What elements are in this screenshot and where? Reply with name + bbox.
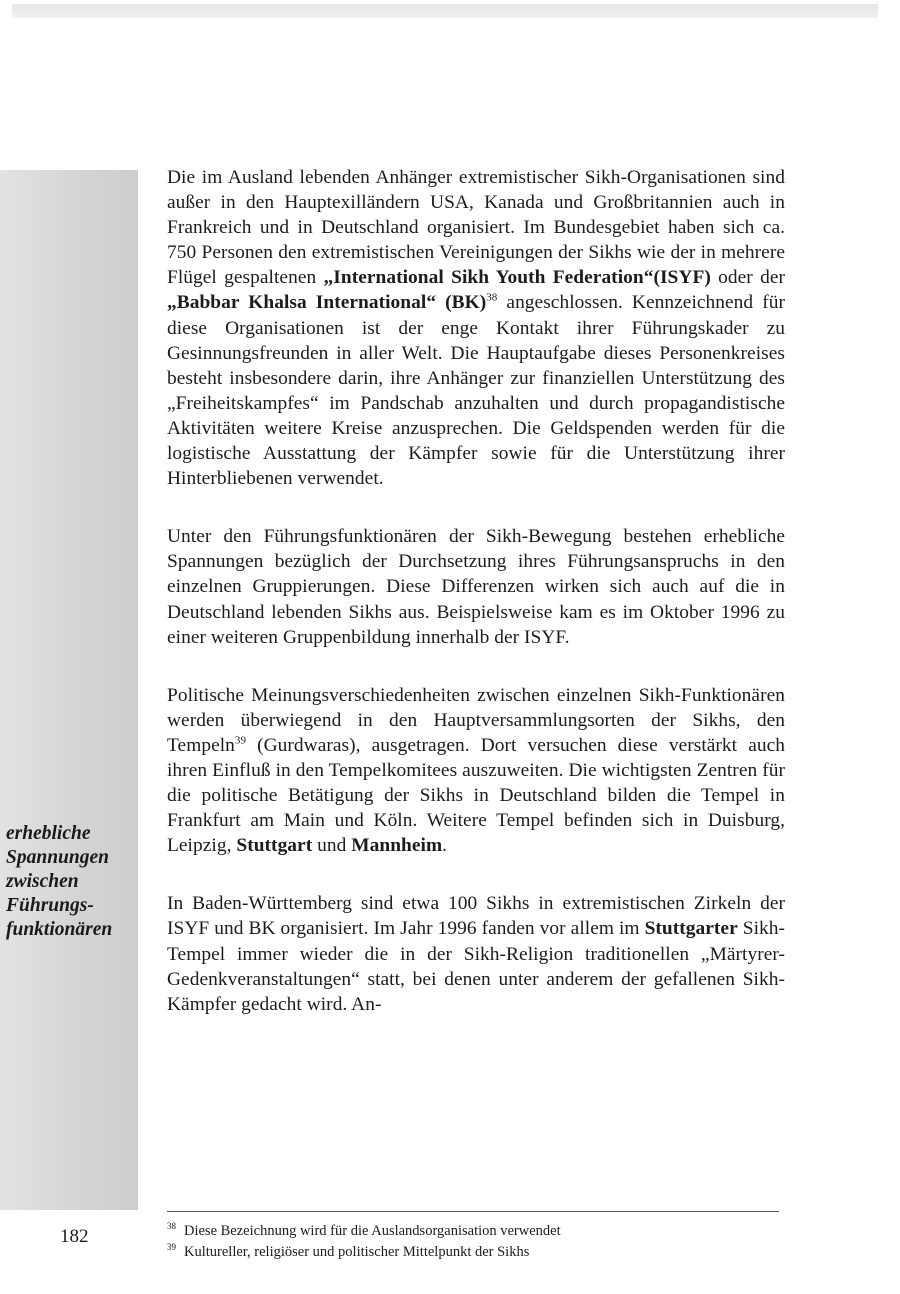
footnote-text: Kultureller, religiöser und politischer Mittelpunkt der Sikhs: [184, 1243, 530, 1260]
footnote-reference: 39: [234, 734, 247, 747]
footnote-reference: 38: [486, 292, 498, 304]
footnote-number: 38: [167, 1221, 176, 1231]
body-paragraph: [167, 165, 785, 491]
text-run: Die im Ausland lebenden Anhänger extremistischer Sikh-Organisationen sind außer in den Hauptexilländern USA, Kanada und Großbritannien auch in Frankreich und in Deutschland organisiert. Im Bundesgebiet haben sich ca. 750 Personen den extremistischen Vereinigungen der Sikhs wie der in mehrere Flügel gespaltenen: [167, 167, 785, 289]
bold-term: Mannheim: [351, 835, 443, 857]
text-run: Politische Meinungsverschiedenheiten zwischen einzelnen Sikh-Funktionären werden überwiegend in den Hauptversammlungsorten der Sikhs, den Tempeln: [167, 684, 785, 756]
sidenote-line: erhebliche: [6, 823, 91, 844]
text-run: Sikh-Tempel immer wieder die in der Sikh-Religion traditionellen „Märtyrer-Gedenkveranstaltungen“ statt, bei denen unter anderem der gefallenen Sikh-Kämpfer gedacht wird. An-: [167, 918, 786, 1015]
sidenote-line: Führungs-: [6, 895, 94, 916]
bold-term: Stuttgart: [236, 835, 313, 857]
body-text: [167, 165, 785, 1050]
text-run: angeschlossen. Kennzeichnend für diese Organisationen ist der enge Kontakt ihrer Führungskader zu Gesinnungsfreunden in aller Welt. Die Hauptaufgabe dieses Personenkreises besteht insbesondere darin, ihre Anhänger zur finanziellen Unterstützung des „Freiheitskampfes“ im Pandschab anzuhalten und durch propagandistische Aktivitäten weitere Kreise anzusprechen. Die Geldspenden werden für die logistische Ausstattung der Kämpfer sowie für die Unterstützung ihrer Hinterbliebenen verwendet.: [167, 292, 785, 490]
body-paragraph: [167, 891, 785, 1016]
margin-sidenote: [6, 822, 136, 942]
bold-term: „Babbar Khalsa International“ (BK): [167, 292, 487, 314]
footnote: [167, 1218, 779, 1239]
margin-strip: [0, 170, 138, 1210]
text-run: und: [312, 835, 352, 857]
footnote: [167, 1239, 779, 1260]
text-run: (Gurdwaras), ausgetragen. Dort versuchen diese verstärkt auch ihren Einfluß in den Tempelkomitees auszuweiten. Die wichtigsten Zentren für die politische Betätigung der Sikhs in Deutschland bilden die Tempel in Frankfurt am Main und Köln. Weitere Tempel befinden sich in Duisburg, Leipzig,: [167, 734, 785, 857]
text-run: .: [442, 835, 448, 857]
text-run: In Baden-Württemberg sind etwa 100 Sikhs in extremistischen Zirkeln der ISYF und BK organisiert. Im Jahr 1996 fanden vor allem im: [167, 893, 785, 940]
bold-term: Stuttgarter: [644, 918, 738, 940]
sidenote-line: zwischen: [6, 871, 79, 892]
bold-term: „International Sikh Youth Federation“(ISYF): [323, 267, 711, 289]
text-run: Unter den Führungsfunktionären der Sikh-Bewegung bestehen erhebliche Spannungen bezüglich der Durchsetzung ihres Führungsanspruchs in den einzelnen Gruppierungen. Diese Differenzen wirken sich auch auf die in Deutschland lebenden Sikhs aus. Beispielsweise kam es im Oktober 1996 zu einer weiteren Gruppenbildung innerhalb der ISYF.: [167, 526, 785, 648]
sidenote-line: Spannungen: [6, 847, 109, 868]
text-run: oder der: [710, 267, 786, 289]
footnote-number: 39: [167, 1241, 176, 1252]
footnotes: [167, 1218, 779, 1260]
body-paragraph: [167, 524, 785, 649]
footnote-text: Diese Bezeichnung wird für die Auslandsorganisation verwendet: [184, 1222, 561, 1239]
sidenote-line: funktionären: [6, 919, 113, 940]
body-paragraph: [167, 683, 785, 859]
footnote-divider: [167, 1211, 779, 1212]
scan-top-edge: [12, 4, 878, 18]
page-number: 182: [60, 1226, 89, 1247]
